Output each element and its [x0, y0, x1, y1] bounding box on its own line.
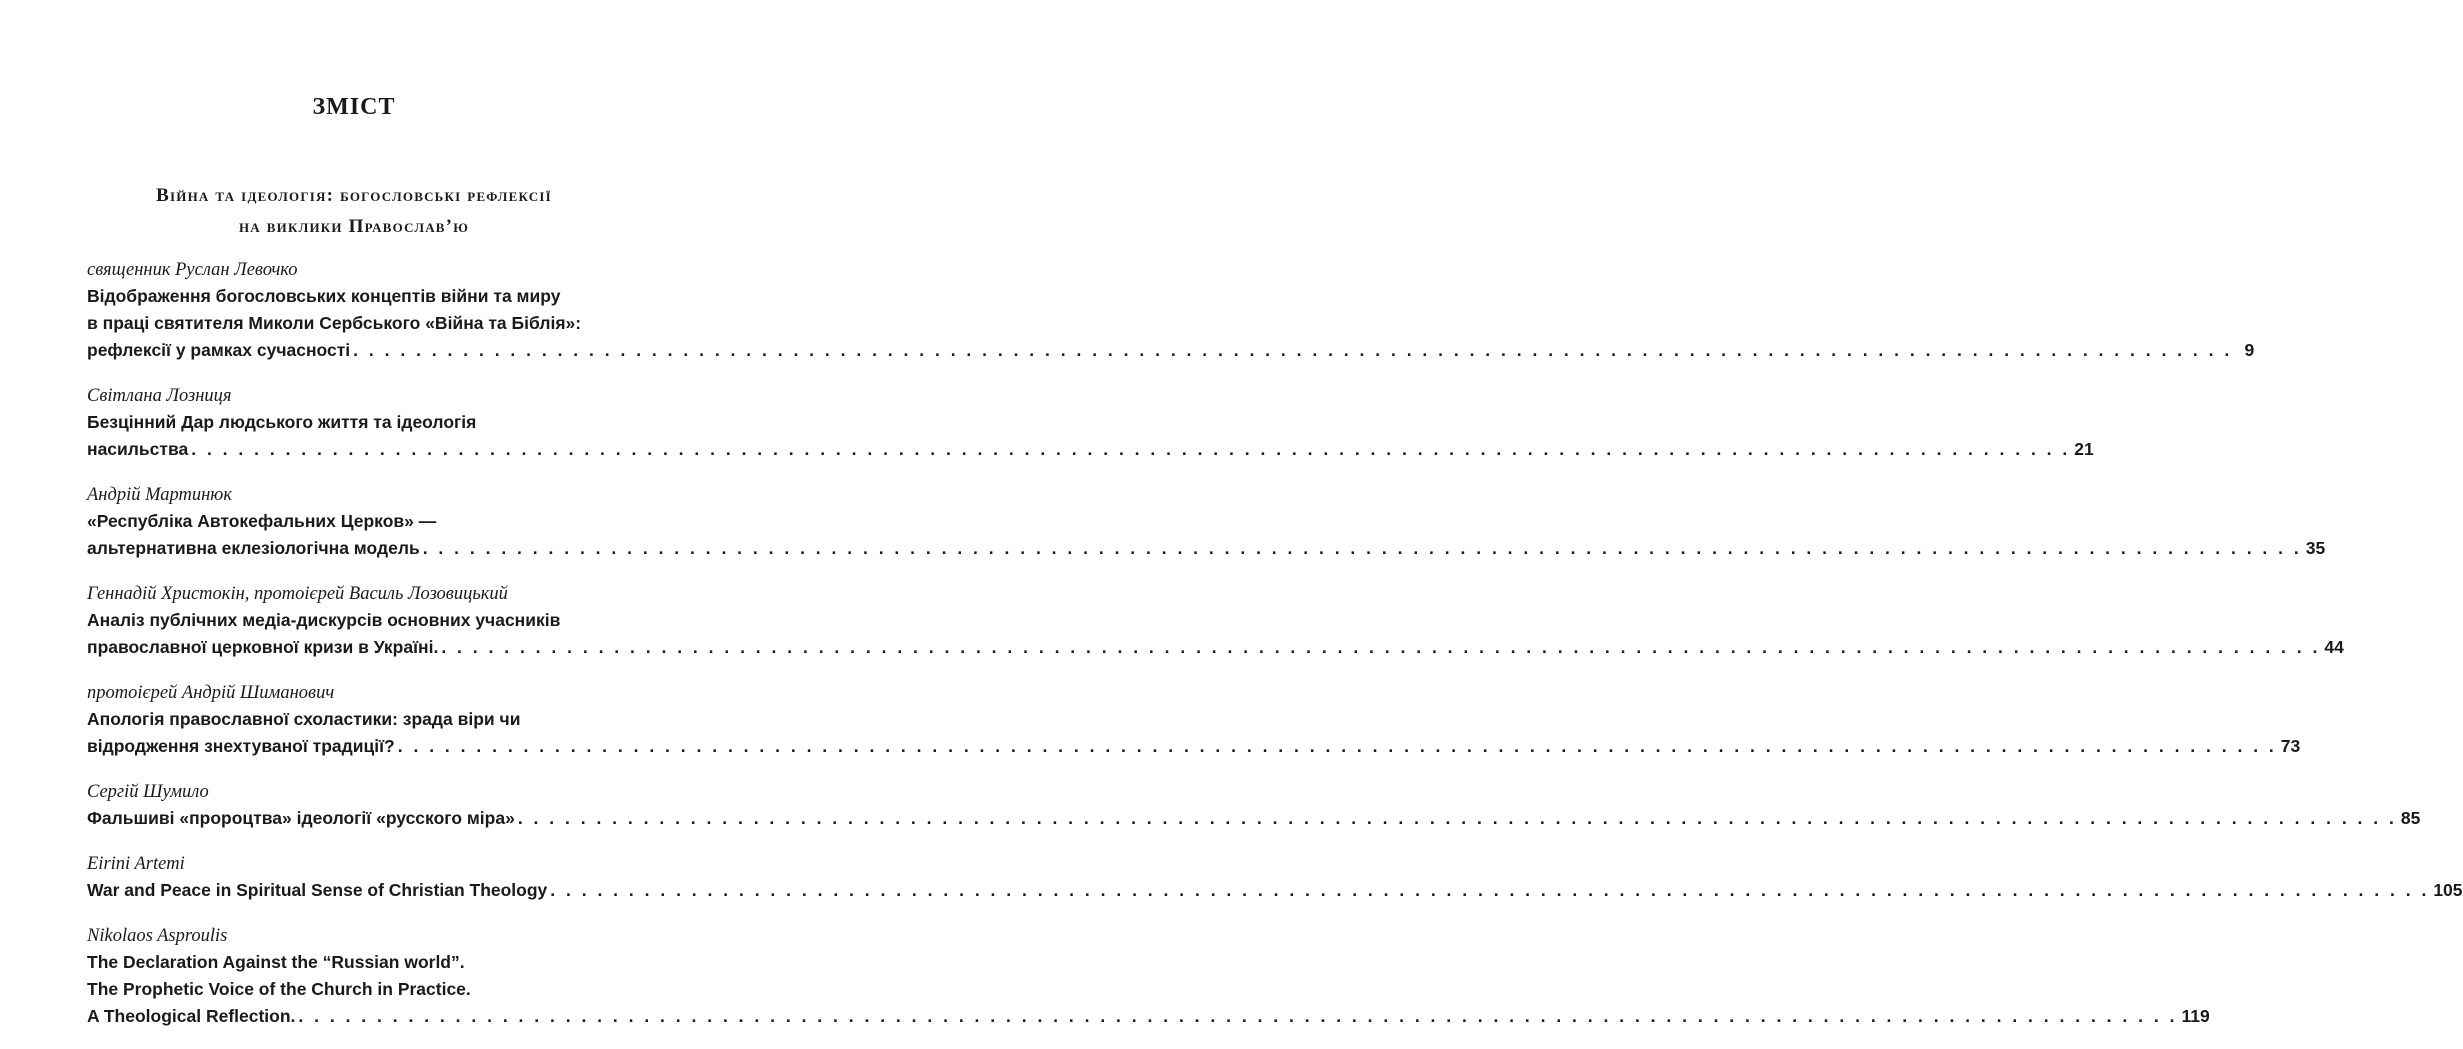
entry-title-text: православної церковної кризи в Україні.: [87, 637, 439, 657]
entry-title-text: відродження знехтуваної традиції?: [87, 736, 395, 756]
entry-title-line: Апологія православної схоластики: зрада віри чи: [87, 709, 521, 729]
entry-title-text: насильства: [87, 439, 189, 459]
toc-entry[interactable]: [87, 923, 2210, 1030]
dot-leader: . . . . . . . . . . . . . . . . . . . . . . . . . . . . . . . . . . . . . . . . . . . . . . . . . . . . . . . . . . . . . . . . . . . . . . . . . . . . . . . . . . . . . . . . . . . . . . . . . . . . . . . . . . . . . . . . . . . . . . . .: [422, 538, 2302, 558]
page-number: 9: [2244, 340, 2255, 360]
entry-author: священник Руслан Левочко: [87, 260, 298, 280]
page-number: 85: [2400, 808, 2421, 828]
section-heading: [87, 180, 621, 242]
entry-title-last-line: [87, 535, 2326, 562]
entry-title-line: Аналіз публічних медіа-дискурсів основних учасників: [87, 610, 561, 630]
entry-title-last-line: [87, 337, 2255, 364]
entry-title-text: рефлексії у рамках сучасності: [87, 340, 351, 360]
entry-title-text: War and Peace in Spiritual Sense of Christian Theology: [87, 880, 548, 900]
entry-title-text: A Theological Reflection.: [87, 1006, 296, 1026]
entry-author: протоієрей Андрій Шиманович: [87, 683, 335, 703]
page-title: ЗМІСТ: [312, 94, 396, 120]
toc-entry[interactable]: [87, 257, 2255, 364]
toc-entry[interactable]: [87, 581, 2344, 661]
entry-title-last-line: [87, 436, 2094, 463]
entry-author: Геннадій Христокін, протоієрей Василь Лозовицький: [87, 584, 508, 604]
dot-leader: . . . . . . . . . . . . . . . . . . . . . . . . . . . . . . . . . . . . . . . . . . . . . . . . . . . . . . . . . . . . . . . . . . . . . . . . . . . . . . . . . . . . . . . . . . . . . . . . . . . . . . . . . . . . . . . . . . . . . . . .: [353, 340, 2233, 360]
toc-page: [87, 0, 2463, 1026]
section-heading-line: Війна та ідеологія: богословські рефлексії: [156, 185, 552, 206]
entry-title-text: альтернативна еклезіологічна модель: [87, 538, 420, 558]
toc-entry[interactable]: [87, 680, 2301, 760]
entry-title-line: «Республіка Автокефальних Церков» —: [87, 511, 437, 531]
entry-title-last-line: [87, 733, 2301, 760]
dot-leader: . . . . . . . . . . . . . . . . . . . . . . . . . . . . . . . . . . . . . . . . . . . . . . . . . . . . . . . . . . . . . . . . . . . . . . . . . . . . . . . . . . . . . . . . . . . . . . . . . . . . . . . . . . . . . . . . . . . . . . . .: [191, 439, 2071, 459]
entry-title-last-line: [87, 877, 2463, 904]
entry-title-line: Безцінний Дар людського життя та ідеологія: [87, 412, 477, 432]
toc-entry[interactable]: [87, 779, 2421, 832]
toc-entry[interactable]: [87, 482, 2326, 562]
entry-author: Світлана Лозниця: [87, 386, 232, 406]
dot-leader: . . . . . . . . . . . . . . . . . . . . . . . . . . . . . . . . . . . . . . . . . . . . . . . . . . . . . . . . . . . . . . . . . . . . . . . . . . . . . . . . . . . . . . . . . . . . . . . . . . . . . . . . . . . . . . . . . . . . . . . .: [298, 1006, 2178, 1026]
entry-title-last-line: [87, 634, 2344, 661]
page-number: 105: [2433, 880, 2463, 900]
entry-title-line: Відображення богословських концептів війни та миру: [87, 286, 561, 306]
toc-entry[interactable]: [87, 851, 2463, 904]
entry-title-text: Фальшиві «пророцтва» ідеології «русского міра»: [87, 808, 515, 828]
entry-title-line: в праці святителя Миколи Сербського «Війна та Біблія»:: [87, 313, 582, 333]
page-number: 21: [2074, 439, 2094, 459]
entry-title-line: The Prophetic Voice of the Church in Practice.: [87, 979, 471, 999]
entry-author: Nikolaos Asproulis: [87, 926, 228, 946]
dot-leader: . . . . . . . . . . . . . . . . . . . . . . . . . . . . . . . . . . . . . . . . . . . . . . . . . . . . . . . . . . . . . . . . . . . . . . . . . . . . . . . . . . . . . . . . . . . . . . . . . . . . . . . . . . . . . . . . . . . . . . . .: [441, 637, 2321, 657]
toc-entries: [87, 257, 2463, 1049]
section-heading-line: на виклики Православ’ю: [238, 216, 470, 237]
dot-leader: . . . . . . . . . . . . . . . . . . . . . . . . . . . . . . . . . . . . . . . . . . . . . . . . . . . . . . . . . . . . . . . . . . . . . . . . . . . . . . . . . . . . . . . . . . . . . . . . . . . . . . . . . . . . . . . . . . . . . . . .: [517, 808, 2397, 828]
page-number: 73: [2280, 736, 2301, 756]
entry-author: Андрій Мартинюк: [87, 485, 232, 505]
page-number: 119: [2181, 1006, 2210, 1026]
entry-title-last-line: [87, 805, 2421, 832]
entry-title-last-line: [87, 1003, 2210, 1030]
page-number: 44: [2324, 637, 2344, 657]
entry-title-line: The Declaration Against the “Russian world”.: [87, 952, 465, 972]
page-number: 35: [2305, 538, 2326, 558]
entry-author: Сергій Шумило: [87, 782, 209, 802]
toc-entry[interactable]: [87, 383, 2094, 463]
dot-leader: . . . . . . . . . . . . . . . . . . . . . . . . . . . . . . . . . . . . . . . . . . . . . . . . . . . . . . . . . . . . . . . . . . . . . . . . . . . . . . . . . . . . . . . . . . . . . . . . . . . . . . . . . . . . . . . . . . . . . . . .: [397, 736, 2277, 756]
dot-leader: . . . . . . . . . . . . . . . . . . . . . . . . . . . . . . . . . . . . . . . . . . . . . . . . . . . . . . . . . . . . . . . . . . . . . . . . . . . . . . . . . . . . . . . . . . . . . . . . . . . . . . . . . . . . . . . . . . . . . . . .: [550, 880, 2430, 900]
entry-author: Eirini Artemi: [87, 854, 185, 874]
